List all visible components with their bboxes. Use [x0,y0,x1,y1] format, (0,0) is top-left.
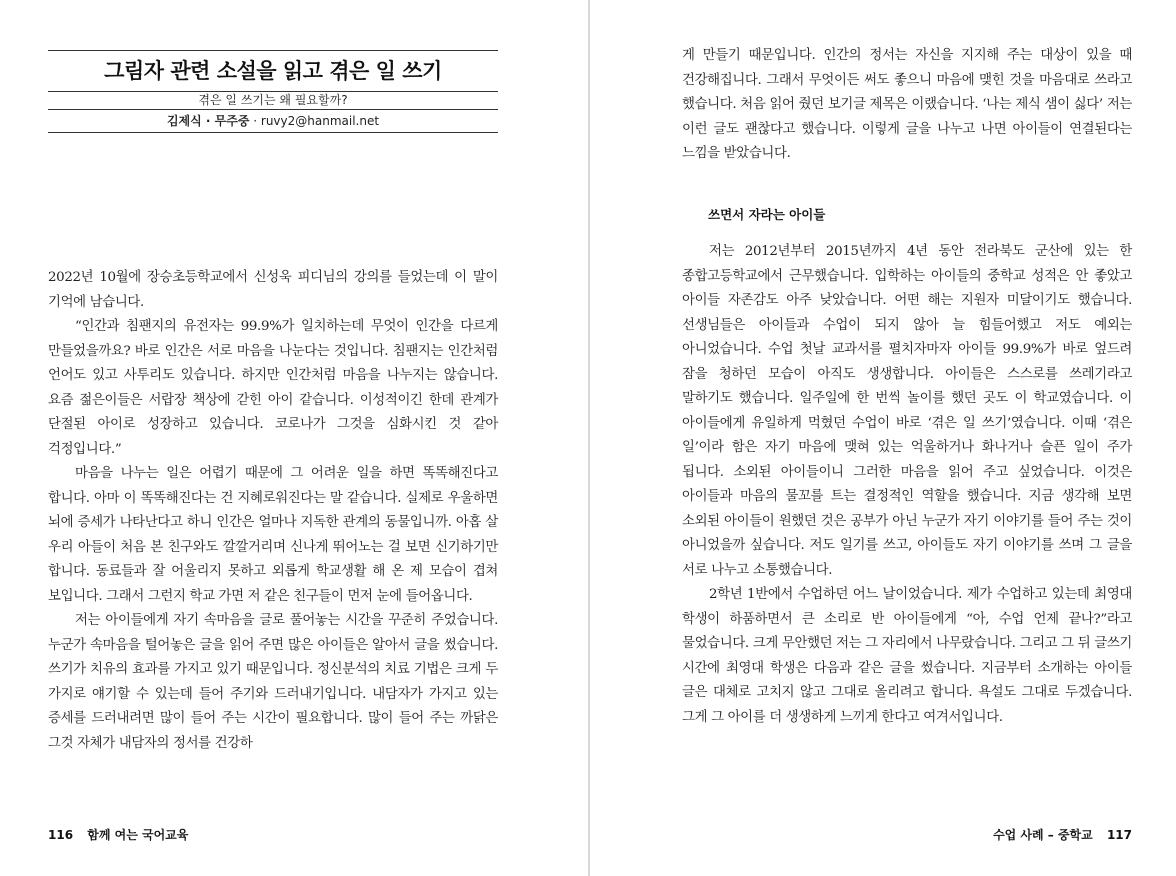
book-title: 함께 여는 국어교육 [87,828,189,842]
paragraph: 저는 아이들에게 자기 속마음을 글로 풀어놓는 시간을 꾸준히 주었습니다. 누군가 속마음을 털어놓은 글을 읽어 주면 많은 아이들은 알아서 글을 썼습니다. 쓰기가 치유의 효과를 가지고 있기 때문입니다. 정신분석의 치료 기법은 크게 두 가지로 얘기할 수 있는데 들어 주기와 드러내기입니다. 내담자가 가지고 있는 증세를 드러내려면 많이 들어 주는 시간이 필요합니다. 많이 들어 주는 까닭은 그것 자체가 내담자의 정서를 건강하 [48,613,498,751]
left-body-text [48,266,498,756]
section-heading: 쓰면서 자라는 아이들 [708,207,826,222]
article-title: 그림자 관련 소설을 읽고 겪은 일 쓰기 [104,59,442,83]
right-footer [993,826,1132,843]
article-title-block [48,50,498,133]
section-label: 수업 사례 – 중학교 [993,828,1093,842]
right-body-text [682,240,1132,730]
paragraph: “인간과 침팬지의 유전자는 99.9%가 일치하는데 무엇이 인간을 다르게 만들었을까요? 바로 인간은 서로 마음을 나눈다는 것입니다. 침팬지는 인간처럼 언어도 있고 사투리도 있습니다. 하지만 인간처럼 마음을 나누지는 않습니다. 요즘 젊은이들은 서랍장 책상에 갇힌 아이 같습니다. 이성적이긴 한데 관계가 단절된 아이로 성장하고 있습니다. 코로나가 그것을 심화시킨 것 같아 걱정입니다.” [48,319,498,457]
right-page [590,0,1176,876]
left-page-number: 116 [48,828,74,842]
left-footer [48,826,188,843]
article-subtitle: 겪은 일 쓰기는 왜 필요할까? [198,93,348,107]
author-bottom-rule [48,132,498,133]
paragraph: 게 만들기 때문입니다. 인간의 정서는 자신을 지지해 주는 대상이 있을 때 건강해집니다. 그래서 무엇이든 써도 좋으니 마음에 맺힌 것을 마음대로 쓰라고 했습니다. 처음 읽어 줬던 보기글 제목은 이랬습니다. ‘나는 제식 샘이 싫다’ 저는 이런 글도 괜찮다고 했습니다. 이렇게 글을 나누고 나면 아이들이 연결된다는 느낌을 받았습니다. [682,48,1132,161]
paragraph: 2022년 10월에 장승초등학교에서 신성욱 피디님의 강의를 들었는데 이 말이 기억에 남습니다. [48,270,498,310]
author-email: · ruvy2@hanmail.net [253,114,380,128]
right-page-number: 117 [1106,828,1132,842]
right-continuation-text [682,44,1132,167]
paragraph: 2학년 1반에서 수업하던 어느 날이었습니다. 제가 수업하고 있는데 최영대 학생이 하품하면서 큰 소리로 반 아이들에게 “아, 수업 언제 끝나?”라고 물었습니다. 크게 무안했던 저는 그 자리에서 나무랐습니다. 그리고 그 뒤 글쓰기 시간에 최영대 학생은 다음과 같은 글을 썼습니다. 지금부터 소개하는 아이들 글은 대체로 고치지 않고 그대로 올리려고 합니다. 욕설도 그대로 두겠습니다. 그게 그 아이를 더 생생하게 느끼게 한다고 여겨서입니다. [682,587,1132,725]
paragraph: 마음을 나누는 일은 어렵기 때문에 그 어려운 일을 하면 똑똑해진다고 합니다. 아마 이 똑똑해진다는 건 지혜로워진다는 말 같습니다. 실제로 우울하면 뇌에 증세가 나타난다고 하니 인간은 얼마나 지독한 관계의 동물입니까. 아홉 살 우리 아들이 처음 본 친구와도 깔깔거리며 신나게 뛰어노는 걸 보면 신기하기만 합니다. 동료들과 잘 어울리지 못하고 외롭게 학교생활 해 온 제 모습이 겹쳐 보입니다. 그래서 그런지 학교 가면 저 같은 친구들이 먼저 눈에 들어옵니다. [48,466,498,604]
paragraph: 저는 2012년부터 2015년까지 4년 동안 전라북도 군산에 있는 한 종합고등학교에서 근무했습니다. 입학하는 아이들의 중학교 성적은 안 좋았고 아이들 자존감도 아주 낮았습니다. 어떤 해는 지원자 미달이기도 했습니다. 선생님들은 아이들과 수업이 되지 않아 늘 힘들어했고 저도 예외는 아니었습니다. 수업 첫날 교과서를 펼치자마자 아이들 99.9%가 바로 엎드려 잠을 청하던 모습이 아직도 생생합니다. 아이들은 스스로를 쓰레기라고 말하기도 했습니다. 일주일에 한 번씩 놀이를 했던 곳도 이 학교였습니다. 이 아이들에게 유일하게 먹혔던 수업이 바로 ‘겪은 일 쓰기’였습니다. 이때 ‘겪은 일’이라 함은 자기 마음에 맺혀 있는 억울하거나 화나거나 슬픈 일이 주가 됩니다. 소외된 아이들이니 그러한 마음을 읽어 주고 싶었습니다. 이것은 아이들과 마음의 물꼬를 트는 결정적인 역할을 했습니다. 지금 생각해 보면 소외된 아이들이 원했던 것은 공부가 아닌 누군가 자기 이야기를 들어 주는 것이 아니었을까 싶습니다. 저도 일기를 쓰고, 아이들도 자기 이야기를 쓰며 그 글을 서로 나누고 소통했습니다. [682,244,1132,578]
author-names: 김제식 · 무주중 [166,114,250,128]
author-line [48,110,498,132]
